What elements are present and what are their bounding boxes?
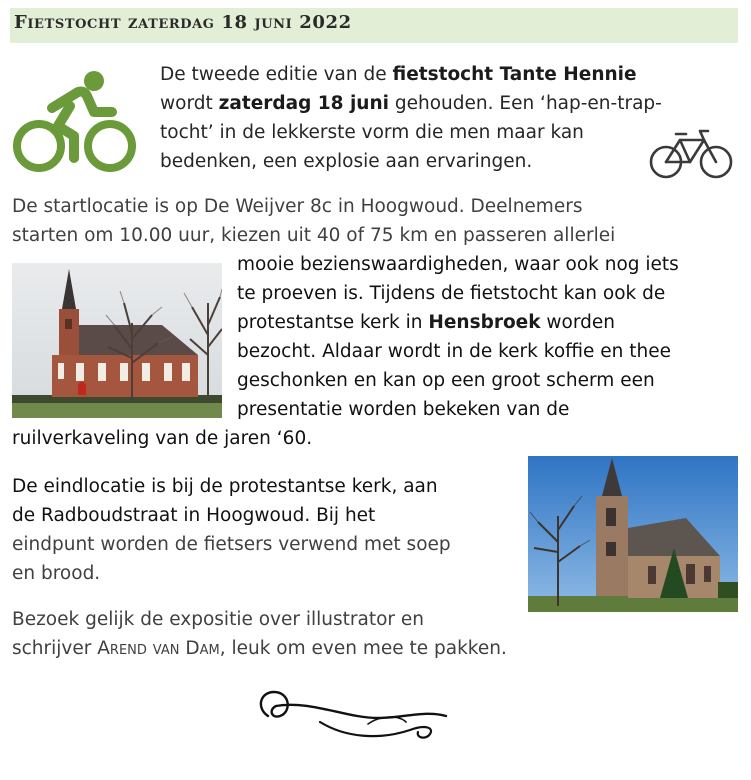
page-title: Fietstocht zaterdag 18 juni 2022 bbox=[14, 12, 352, 33]
start-paragraph-end bbox=[12, 424, 312, 453]
intro-paragraph bbox=[160, 60, 662, 176]
expo-paragraph bbox=[12, 605, 507, 663]
intro-line-4: bedenken, een explosie aan ervaringen. bbox=[160, 151, 533, 172]
end-line-4: en brood. bbox=[12, 563, 101, 584]
start-line-9: ruilverkaveling van de jaren ‘60. bbox=[12, 428, 313, 449]
start-line-8: presentatie worden bekeken van de bbox=[237, 399, 570, 420]
intro-line-3: tocht’ in de lekkerste vorm die men maar kan bbox=[160, 122, 584, 143]
end-paragraph bbox=[12, 472, 451, 588]
cyclist-icon bbox=[12, 68, 136, 176]
bicycle-outline-icon bbox=[648, 126, 734, 180]
event-name: fietstocht Tante Hennie bbox=[392, 64, 637, 85]
intro-line-1a: De tweede editie van de bbox=[160, 64, 393, 85]
place-hensbroek: Hensbroek bbox=[428, 312, 541, 333]
start-line-2: starten om 10.00 uur, kiezen uit 40 of 75 km en passeren allerlei bbox=[12, 225, 616, 246]
start-line-6: bezocht. Aldaar wordt in de kerk koffie en thee bbox=[237, 341, 672, 362]
start-line-5c: worden bbox=[540, 312, 615, 333]
decorative-flourish bbox=[250, 682, 450, 744]
church-photo-hoogwoud bbox=[528, 456, 738, 612]
event-date: zaterdag 18 juni bbox=[218, 93, 389, 114]
start-line-7: geschonken en kan op een groot scherm een bbox=[237, 370, 655, 391]
expo-line-2c: , leuk om even mee te pakken. bbox=[219, 638, 507, 659]
start-paragraph bbox=[12, 192, 615, 250]
artist-name: Arend van Dam bbox=[97, 638, 220, 659]
title-bar bbox=[10, 8, 738, 43]
end-line-1: De eindlocatie is bij de protestantse kerk, aan bbox=[12, 476, 438, 497]
start-line-3: mooie bezienswaardigheden, waar ook nog iets bbox=[237, 254, 679, 275]
start-line-1: De startlocatie is op De Weijver 8c in Hoogwoud. Deelnemers bbox=[12, 196, 583, 217]
end-line-3: eindpunt worden de fietsers verwend met soep bbox=[12, 534, 451, 555]
expo-line-1: Bezoek gelijk de expositie over illustrator en bbox=[12, 609, 425, 630]
start-line-4: te proeven is. Tijdens de fietstocht kan ook de bbox=[237, 283, 666, 304]
end-street: de Radboudstraat bbox=[12, 505, 178, 526]
intro-line-2a: wordt bbox=[160, 93, 219, 114]
start-line-5a: protestantse kerk in bbox=[237, 312, 429, 333]
start-paragraph-cont bbox=[237, 250, 679, 424]
end-line-2b: in Hoogwoud. Bij het bbox=[177, 505, 376, 526]
expo-line-2a: schrijver bbox=[12, 638, 98, 659]
church-photo-hensbroek bbox=[12, 263, 222, 418]
intro-line-2c: gehouden. Een ‘hap-en-trap- bbox=[389, 93, 662, 114]
